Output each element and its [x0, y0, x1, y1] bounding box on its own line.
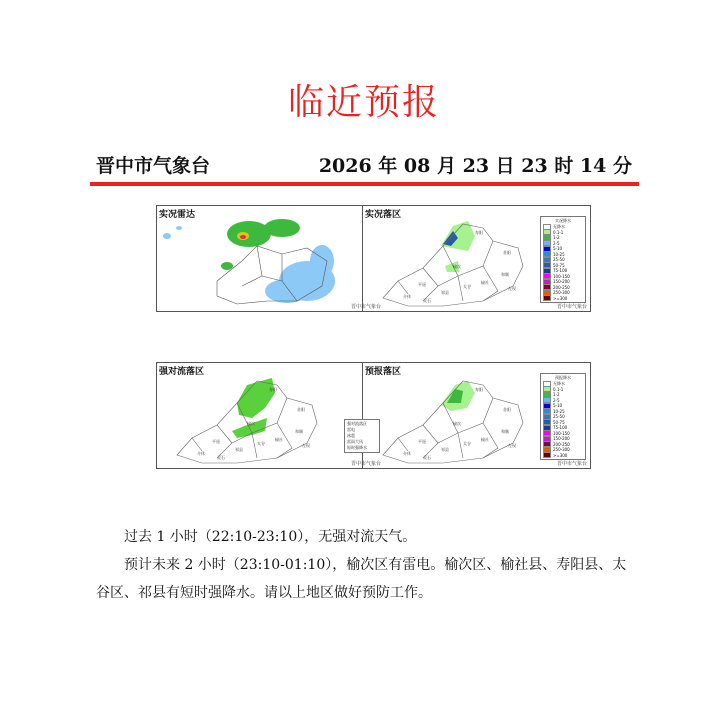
panel-credit: 晋中市气象台 — [350, 461, 381, 467]
county-label: 左权 — [508, 286, 516, 291]
issue-datetime: 2026 年 08 月 23 日 23 时 14 分 — [318, 155, 632, 177]
county-label: 榆次 — [453, 421, 461, 426]
county-label: 灵石 — [217, 455, 225, 460]
county-label: 昔阳 — [503, 407, 511, 412]
county-label: 榆次 — [453, 264, 461, 269]
county-label: 昔阳 — [503, 250, 511, 255]
legend-item: 雷电 — [347, 427, 355, 432]
county-label: 左权 — [508, 443, 516, 448]
legend-item: 25-50 — [543, 414, 583, 420]
panel-credit: 晋中市气象台 — [350, 304, 381, 310]
header-divider — [90, 182, 639, 186]
legend-item: 雷雨大风 — [347, 439, 363, 444]
county-label: 榆社 — [275, 437, 283, 442]
legend-item: 5-10 — [543, 246, 583, 252]
convection-legend-title: 强对流落区 — [347, 421, 367, 426]
legend-item: 100-150 — [543, 431, 583, 437]
county-label: 灵石 — [423, 455, 431, 460]
legend-item: 1-2 — [543, 392, 583, 398]
page-title: 临近预报 — [287, 82, 440, 123]
county-label: 寿阳 — [475, 387, 483, 392]
rain-legend-title: 实况降水 — [555, 218, 571, 223]
county-label: 左权 — [302, 443, 310, 448]
county-label: 和顺 — [501, 272, 509, 277]
forecast-rain-panel — [362, 362, 591, 469]
panel-title: 实况雷达 — [159, 210, 196, 220]
legend-item: 250-300 — [543, 447, 583, 453]
rain-legend — [540, 216, 586, 303]
county-label: 寿阳 — [269, 387, 277, 392]
county-label: 太谷 — [257, 441, 265, 446]
convection-panel — [156, 362, 385, 469]
county-label: 和顺 — [501, 429, 509, 434]
radar-map — [157, 206, 384, 311]
legend-item: 冰雹 — [347, 433, 355, 438]
county-label: 祁县 — [441, 290, 449, 295]
convection-legend — [344, 419, 380, 453]
panel-title: 预报落区 — [365, 367, 402, 377]
legend-item: 10-25 — [543, 252, 583, 258]
legend-item: 150-200 — [543, 436, 583, 442]
county-label: 榆社 — [481, 280, 489, 285]
legend-item: 25-50 — [543, 257, 583, 263]
county-label: 介休 — [197, 451, 205, 456]
panel-credit: 晋中市气象台 — [556, 304, 587, 310]
legend-item: 10-25 — [543, 409, 583, 415]
past-hour-summary: 过去 1 小时（22:10-23:10），无强对流天气。 — [124, 529, 417, 545]
panel-credit: 晋中市气象台 — [556, 461, 587, 467]
issuing-organization: 晋中市气象台 — [96, 155, 211, 177]
legend-item: 0.1-1 — [543, 230, 583, 236]
county-label: 平遥 — [212, 439, 220, 444]
legend-item: 250-300 — [543, 290, 583, 296]
county-label: 祁县 — [441, 447, 449, 452]
county-label: 太谷 — [463, 441, 471, 446]
county-label: 灵石 — [423, 298, 431, 303]
legend-item: 1-2 — [543, 235, 583, 241]
legend-item: 2-5 — [543, 241, 583, 247]
legend-item: 200-250 — [543, 442, 583, 448]
forecast-summary: 预计未来 2 小时（23:10-01:10），榆次区有雷电。榆次区、榆社县、寿阳县、太谷区、祁县有短时强降水。请以上地区做好预防工作。 — [96, 557, 627, 601]
legend-item: 2-5 — [543, 398, 583, 404]
legend-item: >=300 — [543, 453, 583, 459]
county-label: 祁县 — [235, 447, 243, 452]
legend-item: 100-150 — [543, 274, 583, 280]
county-label: 榆社 — [481, 437, 489, 442]
observed-rain-panel — [362, 205, 591, 312]
county-label: 榆次 — [247, 421, 255, 426]
county-label: 平遥 — [418, 282, 426, 287]
panel-title: 实况落区 — [365, 210, 402, 220]
legend-item: 150-200 — [543, 279, 583, 285]
legend-item: 短时强降水 — [347, 445, 367, 450]
county-label: 介休 — [403, 451, 411, 456]
county-label: 介休 — [403, 294, 411, 299]
legend-item: >=300 — [543, 296, 583, 302]
legend-item: 50-75 — [543, 420, 583, 426]
legend-item: 无降水 — [543, 224, 583, 230]
legend-item: 无降水 — [543, 381, 583, 387]
legend-swatch — [543, 452, 551, 458]
legend-item: 75-100 — [543, 268, 583, 274]
county-label: 太谷 — [463, 284, 471, 289]
county-label: 平遥 — [418, 439, 426, 444]
legend-swatch — [543, 295, 551, 301]
forecast-rain-legend — [540, 373, 586, 460]
panel-title: 强对流落区 — [159, 367, 205, 377]
legend-item: 0.1-1 — [543, 387, 583, 393]
forecast-legend-title: 预报降水 — [555, 375, 571, 380]
county-label: 和顺 — [295, 429, 303, 434]
county-label: 寿阳 — [475, 230, 483, 235]
legend-item: 75-100 — [543, 425, 583, 431]
county-label: 昔阳 — [297, 407, 305, 412]
legend-item: 5-10 — [543, 403, 583, 409]
legend-item: 50-75 — [543, 263, 583, 269]
radar-panel — [156, 205, 385, 312]
legend-item: 200-250 — [543, 285, 583, 291]
